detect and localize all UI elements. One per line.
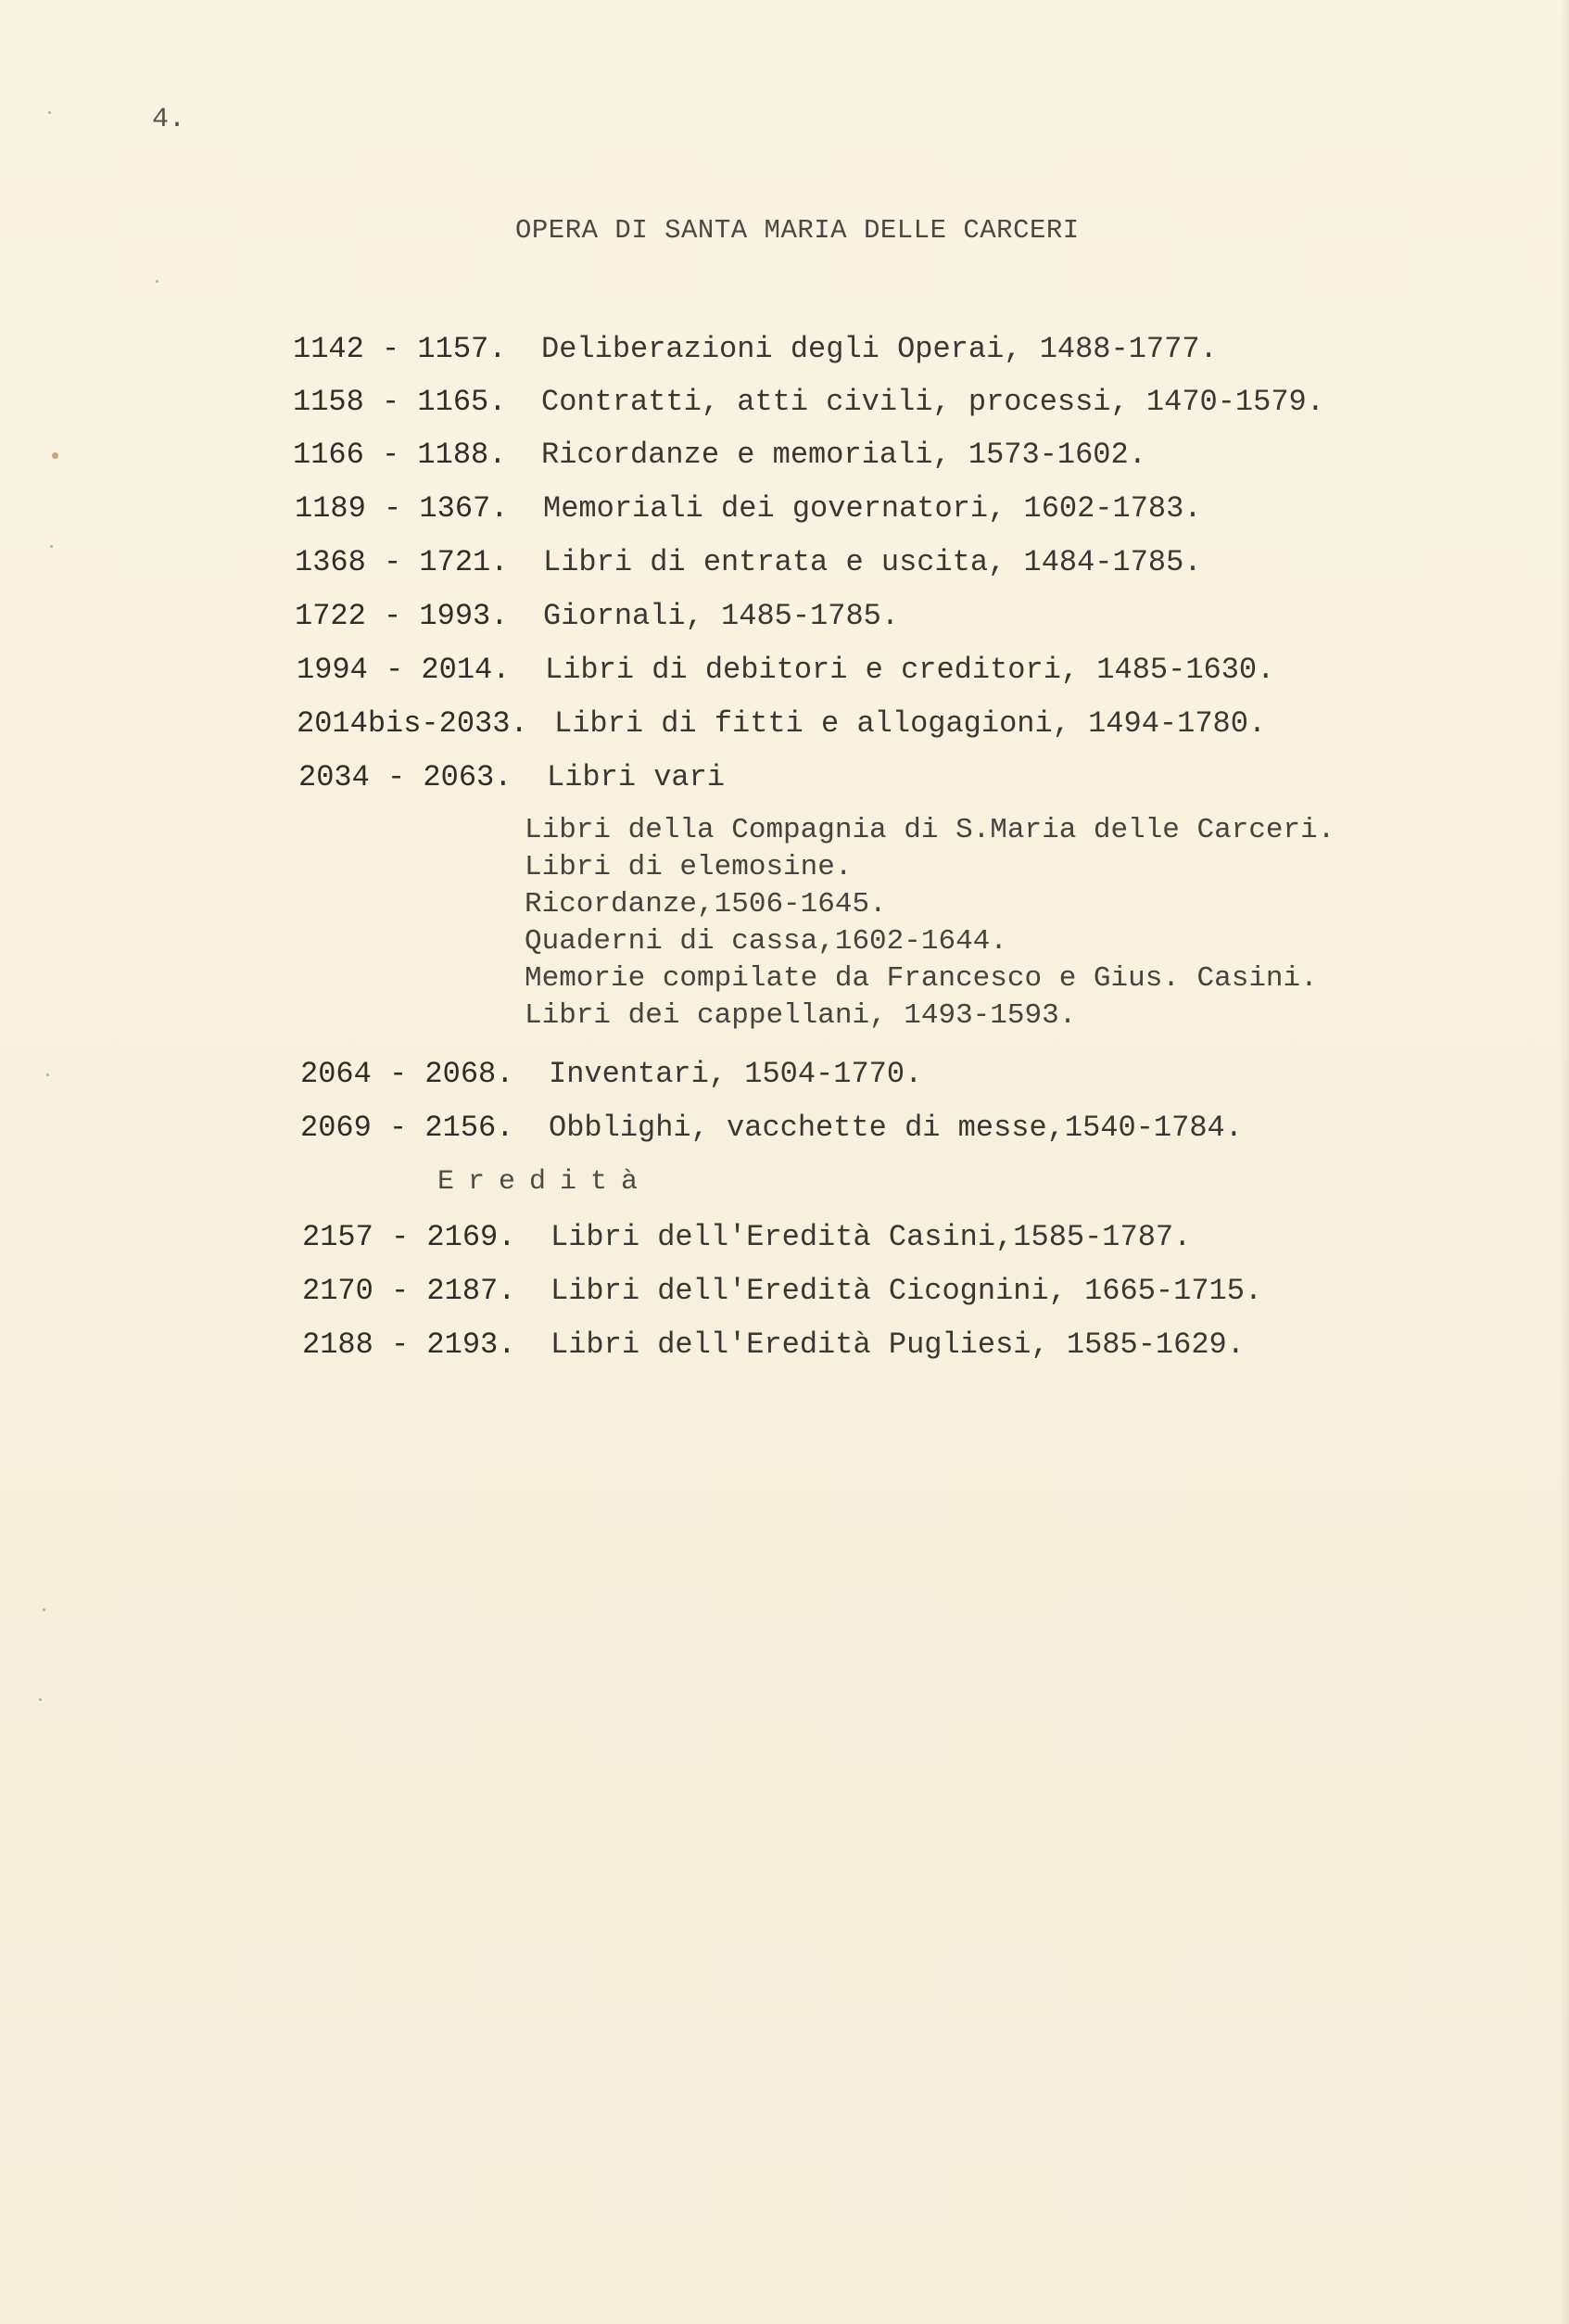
sub-list-item: Ricordanze,1506-1645.: [525, 888, 887, 921]
entry-row: [297, 706, 1266, 741]
entry-description: Libri di debitori e creditori, 1485-1630.: [545, 653, 1275, 687]
entry-range: 1142 - 1157.: [293, 332, 507, 366]
entry-range: 2069 - 2156.: [300, 1111, 514, 1145]
margin-dot: [156, 280, 158, 283]
entry-row: [300, 1111, 1243, 1145]
entry-description: Libri dell'Eredità Cicognini, 1665-1715.: [550, 1274, 1263, 1308]
section-heading-eredita: Eredità: [437, 1166, 652, 1198]
entry-row: [295, 491, 1202, 526]
sub-list-item: Quaderni di cassa,1602-1644.: [525, 925, 1007, 958]
entry-range: 2157 - 2169.: [302, 1220, 516, 1254]
margin-dot: [48, 111, 51, 114]
entry-row: [302, 1220, 1191, 1254]
entry-range: 1166 - 1188.: [293, 438, 507, 472]
entry-description: Contratti, atti civili, processi, 1470-1579.: [541, 385, 1324, 419]
entry-description: Memoriali dei governatori, 1602-1783.: [543, 491, 1202, 526]
sub-list-item: Libri della Compagnia di S.Maria delle Carceri.: [525, 814, 1335, 846]
entry-description: Libri dell'Eredità Casini,1585-1787.: [550, 1220, 1192, 1254]
entry-row: [295, 545, 1202, 579]
margin-dot: [39, 1698, 42, 1701]
entry-description: Giornali, 1485-1785.: [543, 599, 900, 633]
entry-description: Libri vari: [547, 760, 726, 794]
entry-row: [300, 1057, 922, 1091]
entry-row: [302, 1327, 1245, 1362]
margin-hole-mark: [52, 452, 58, 459]
entry-description: Deliberazioni degli Operai, 1488-1777.: [541, 332, 1218, 366]
page-title: OPERA DI SANTA MARIA DELLE CARCERI: [515, 215, 1080, 246]
entry-row: [293, 438, 1146, 472]
entry-range: 2064 - 2068.: [300, 1057, 514, 1091]
entry-row: [293, 385, 1324, 419]
entry-description: Ricordanze e memoriali, 1573-1602.: [541, 438, 1146, 472]
entry-description: Libri dell'Eredità Pugliesi, 1585-1629.: [550, 1327, 1245, 1362]
entry-row: [293, 332, 1218, 366]
entry-row: [298, 760, 725, 794]
sub-list-item: Memorie compilate da Francesco e Gius. Casini.: [525, 962, 1318, 995]
sub-list-item: Libri dei cappellani, 1493-1593.: [525, 999, 1077, 1032]
entry-range: 1722 - 1993.: [295, 599, 509, 633]
page-edge-shadow: [1560, 0, 1569, 2324]
entry-range: 2014bis-2033.: [297, 706, 528, 741]
entry-description: Libri di entrata e uscita, 1484-1785.: [543, 545, 1202, 579]
entry-range: 1189 - 1367.: [295, 491, 509, 526]
entry-range: 1368 - 1721.: [295, 545, 509, 579]
entry-description: Inventari, 1504-1770.: [549, 1057, 923, 1091]
entry-row: [295, 599, 899, 633]
entry-range: 1994 - 2014.: [297, 653, 511, 687]
sub-list-item: Libri di elemosine.: [525, 851, 853, 883]
entry-range: 2170 - 2187.: [302, 1274, 516, 1308]
page-number: 4.: [152, 104, 186, 135]
entry-range: 2188 - 2193.: [302, 1327, 516, 1362]
entry-description: Libri di fitti e allogagioni, 1494-1780.: [554, 706, 1267, 741]
entry-row: [302, 1274, 1262, 1308]
entry-row: [297, 653, 1274, 687]
margin-dot: [50, 545, 53, 548]
entry-range: 2034 - 2063.: [298, 760, 512, 794]
entry-range: 1158 - 1165.: [293, 385, 507, 419]
margin-dot: [43, 1608, 45, 1611]
margin-dot: [46, 1073, 49, 1076]
entry-description: Obblighi, vacchette di messe,1540-1784.: [549, 1111, 1243, 1145]
